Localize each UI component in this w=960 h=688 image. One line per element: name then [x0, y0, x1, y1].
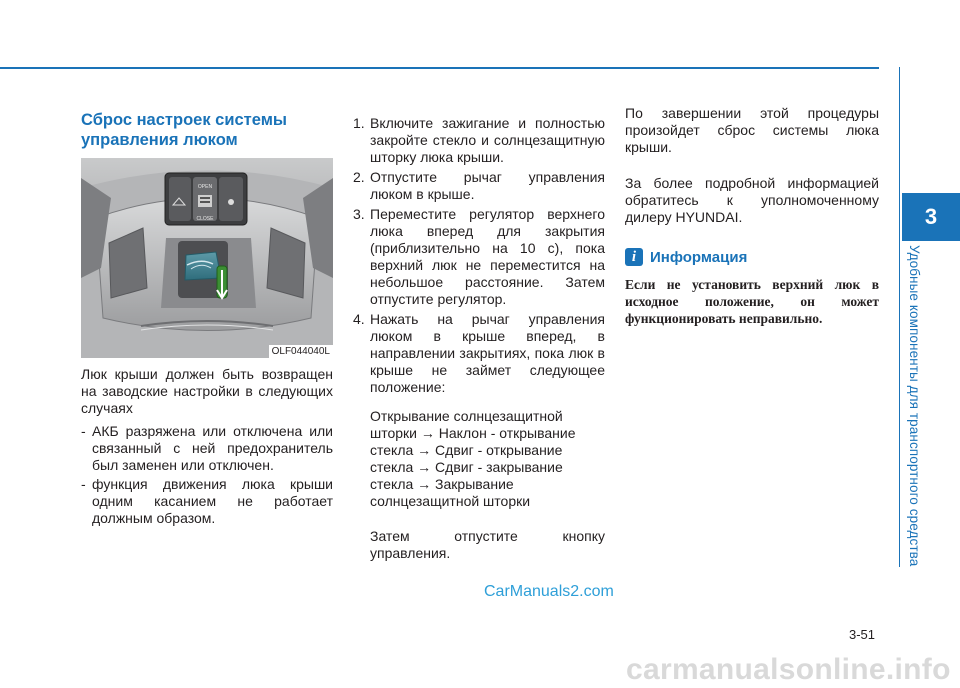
info-title: Информация	[650, 248, 748, 266]
chapter-title	[902, 245, 924, 565]
dash-marker: -	[81, 476, 86, 492]
step-text: Нажать на рычаг управления люком в крыше вперед, в направлении закрытиях, пока люк в крыше не займет следующее положение:	[370, 311, 605, 395]
open-label: OPEN	[197, 184, 213, 190]
step-number: 4.	[353, 311, 365, 327]
info-icon: i	[625, 248, 643, 266]
step-number: 1.	[353, 115, 365, 131]
dealer-paragraph: За более подробной информацией обратитесь к уполномоченному дилеру HYUNDAI.	[625, 175, 879, 225]
conditions-list	[81, 423, 333, 527]
step-text: Переместите регулятор верхнего люка вперед для закрытия (приблизительно на 10 с), пока верхний люк не переместится на небольшое расстояние. Затем отпустите регулятор.	[370, 206, 605, 307]
column-1	[81, 110, 333, 529]
step-item	[353, 169, 605, 203]
chapter-title-text: Удобные компоненты для транспортного средства	[907, 245, 922, 567]
page-number: 3-51	[849, 627, 876, 642]
steps-list	[353, 115, 605, 396]
step-text: Включите зажигание и полностью закройте стекло и солнцезащитную шторку люка крыши.	[370, 115, 605, 165]
watermark-small: CarManuals2.com	[484, 583, 614, 600]
top-rule	[0, 67, 879, 69]
watermark-large: carmanualsonline.info	[626, 653, 951, 686]
section-title	[81, 110, 333, 150]
then-paragraph: Затем отпустите кнопку управления.	[370, 528, 605, 561]
sequence-paragraph: Открывание солнцезащитной шторки → Наклон - открывание стекла → Сдвиг - открывание стекла → Сдвиг - закрывание стекла → Закрывание солнцезащитной шторки	[370, 408, 576, 509]
chapter-tab: 3	[902, 193, 960, 241]
figure-code: OLF044040L	[269, 345, 333, 358]
info-heading	[625, 248, 879, 266]
column-3	[625, 105, 879, 327]
column-2	[353, 115, 605, 562]
section-title-line2: управления люком	[81, 131, 238, 149]
list-item-text: функция движения люка крыши одним касанием не работает должным образом.	[92, 476, 333, 526]
step-item	[353, 115, 605, 166]
list-item	[81, 476, 333, 527]
step-item	[353, 206, 605, 308]
section-title-line1: Сброс настроек системы	[81, 111, 288, 129]
dash-marker: -	[81, 423, 86, 439]
side-rule	[899, 67, 900, 567]
completion-paragraph: По завершении этой процедуры произойдет сброс системы люка крыши.	[625, 105, 879, 155]
intro-paragraph: Люк крыши должен быть возвращен на заводские настройки в следующих случаях	[81, 366, 333, 416]
info-text: Если не установить верхний люк в исходное положение, он может функционировать неправильно.	[625, 277, 879, 326]
step-text: Отпустите рычаг управления люком в крыше.	[370, 169, 605, 202]
close-label: CLOSE	[196, 216, 214, 222]
step-number: 2.	[353, 169, 365, 185]
list-item	[81, 423, 333, 474]
step-number: 3.	[353, 206, 365, 222]
overhead-console-illustration	[81, 158, 333, 358]
list-item-text: АКБ разряжена или отключена или связанный с ней предохранитель был заменен или отключен.	[92, 423, 333, 473]
step-item	[353, 311, 605, 396]
sunroof-control-figure	[81, 158, 333, 358]
